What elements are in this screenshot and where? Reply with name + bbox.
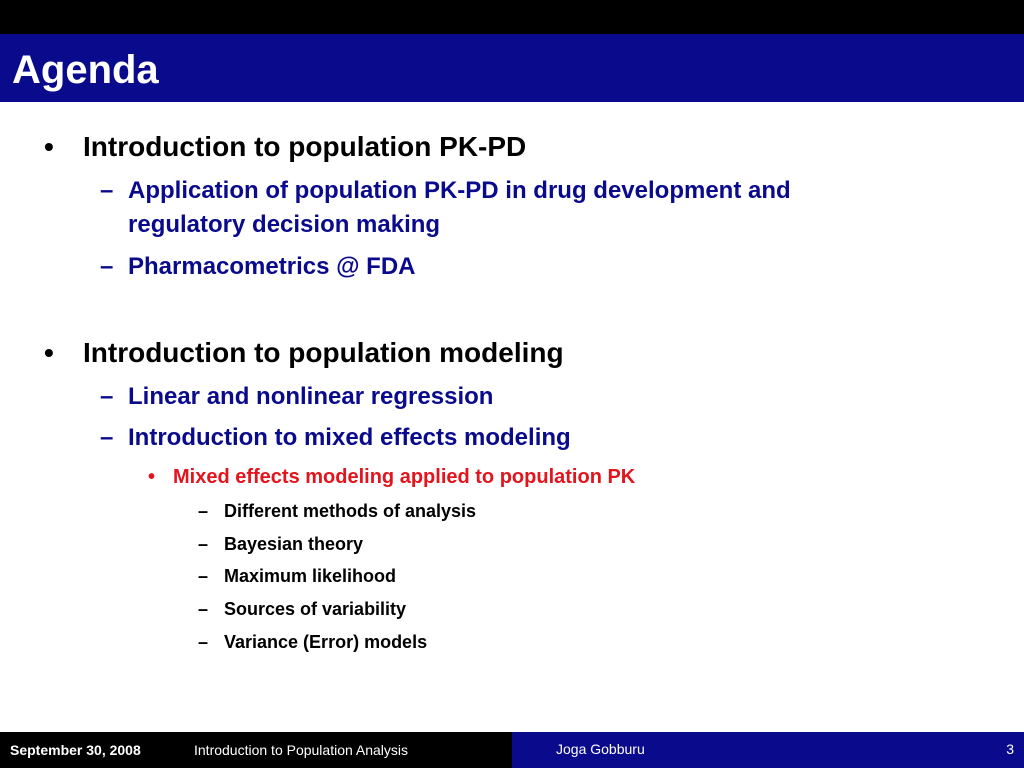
footer-left-panel [0,732,512,768]
dash-marker: – [198,501,209,521]
agenda-detail-label: Variance (Error) models [224,632,428,652]
bullet-marker: • [148,466,156,488]
footer-author: Joga Gobburu [556,741,645,757]
agenda-subitem-label: regulatory decision making [128,211,441,238]
bullet-marker: • [44,337,54,368]
footer [0,732,1024,768]
agenda-item-label: Introduction to population PK-PD [83,131,527,162]
agenda-item-label: Introduction to population modeling [83,337,564,368]
dash-marker: – [198,599,209,619]
agenda-detail-label: Sources of variability [224,599,407,619]
dash-marker: – [198,632,209,652]
footer-right-panel [512,732,1024,768]
agenda-subsubitem-label: Mixed effects modeling applied to population PK [173,466,636,488]
agenda-detail-label: Different methods of analysis [224,501,477,521]
dash-marker: – [100,383,114,410]
page-number: 3 [1006,741,1014,757]
dash-marker: – [100,253,114,280]
footer-course-title: Introduction to Population Analysis [194,742,409,758]
agenda-subitem-label: Application of population PK-PD in drug development and [128,177,791,204]
dash-marker: – [100,424,114,451]
dash-marker: – [198,566,209,586]
bullet-marker: • [44,131,54,162]
agenda-subitem-label: Linear and nonlinear regression [128,383,494,410]
footer-date: September 30, 2008 [10,742,141,758]
slide-title: Agenda [12,48,159,92]
agenda-detail-label: Bayesian theory [224,534,364,554]
dash-marker: – [100,177,114,204]
agenda-detail-label: Maximum likelihood [224,566,397,586]
agenda-subitem-label: Introduction to mixed effects modeling [128,424,571,451]
dash-marker: – [198,534,209,554]
agenda-subitem-label: Pharmacometrics @ FDA [128,253,416,280]
